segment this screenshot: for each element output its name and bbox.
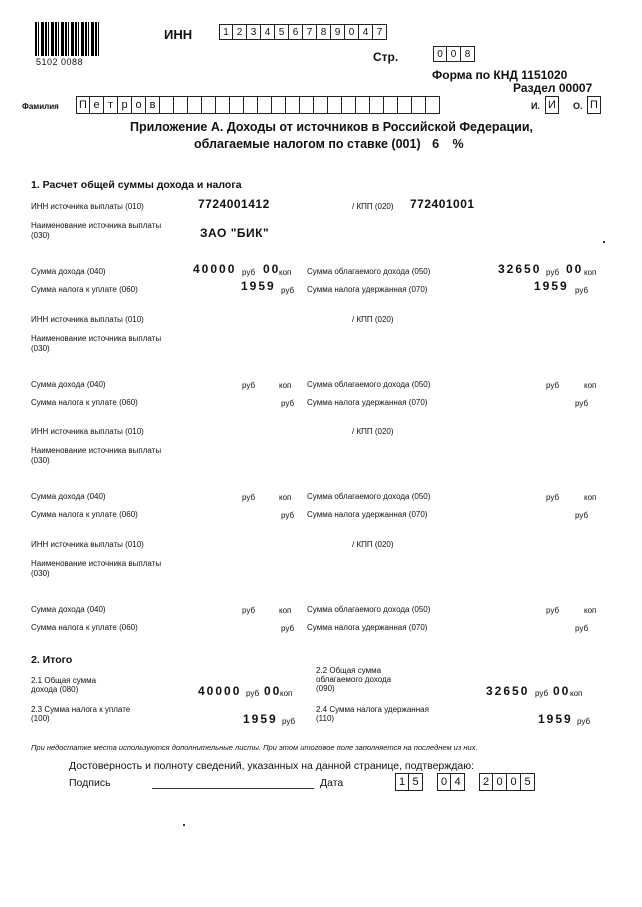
taxable-rub-unit: руб (546, 268, 560, 277)
surname-letter-cell: П (76, 96, 90, 114)
income-kop-value: 00 (263, 262, 281, 276)
tax-due-rub-unit: руб (281, 511, 295, 520)
page-label: Стр. (373, 50, 399, 64)
income-rub-unit: руб (242, 493, 256, 502)
total-taxable-label: 2.2 Общая сумма облагаемого дохода (090) (316, 666, 392, 693)
total-taxable-kop: 00 (553, 684, 571, 698)
date-month-cell: 4 (451, 773, 465, 791)
date-day-cell: 5 (409, 773, 423, 791)
total-taxable-rub-unit: руб (535, 689, 549, 698)
date-year-cell: 5 (521, 773, 535, 791)
taxable-label: Сумма облагаемого дохода (050) (307, 267, 431, 276)
total-tax-due-value: 1959 (243, 712, 278, 726)
initial-i-label: И. (531, 101, 540, 111)
source-name-label: Наименование источника выплаты (31, 334, 162, 343)
inn-value: 7724001412 (198, 197, 270, 211)
title-line2 (194, 137, 464, 151)
total-income-kop-unit: коп (280, 689, 293, 698)
income-rub-unit: руб (242, 268, 256, 277)
total-tax-due-label: 2.3 Сумма налога к уплате (100) (31, 705, 131, 723)
total-tax-due-unit: руб (282, 717, 296, 726)
taxable-rub-value: 32650 (498, 262, 542, 276)
section-code: Раздел 00007 (513, 81, 593, 95)
date-month-cell: 0 (437, 773, 451, 791)
surname-letter-cell: р (118, 96, 132, 114)
taxable-kop-unit: коп (584, 268, 597, 277)
taxable-rub-unit: руб (546, 381, 560, 390)
date-label: Дата (320, 777, 344, 789)
surname-letter-cell (370, 96, 384, 114)
inn-label: ИНН (164, 27, 193, 42)
total-tax-withheld-value: 1959 (538, 712, 573, 726)
surname-letter-cell (286, 96, 300, 114)
section1-heading: 1. Расчет общей суммы дохода и налога (31, 179, 242, 191)
surname-letter-cell (314, 96, 328, 114)
total-income-kop: 00 (264, 684, 282, 698)
inn-digit-cell: 9 (331, 24, 345, 40)
surname-letter-cell (412, 96, 426, 114)
inn-digit-cell: 7 (373, 24, 387, 40)
date-year-cell: 2 (479, 773, 493, 791)
page-digit-cell: 8 (461, 46, 475, 62)
surname-letter-cell (384, 96, 398, 114)
tax-due-label: Сумма налога к уплате (060) (31, 398, 138, 407)
taxable-kop-unit: коп (584, 606, 597, 615)
barcode (35, 22, 100, 56)
initial-o-value: П (587, 96, 601, 114)
inn-digit-cell: 7 (303, 24, 317, 40)
inn-digit-cell: 5 (275, 24, 289, 40)
taxable-label: Сумма облагаемого дохода (050) (307, 380, 431, 389)
inn-label: ИНН источника выплаты (010) (31, 202, 144, 211)
tax-due-rub-unit: руб (281, 624, 295, 633)
surname-letter-cell (426, 96, 440, 114)
income-rub-unit: руб (242, 381, 256, 390)
inn-digit-cell: 8 (317, 24, 331, 40)
surname-label: Фамилия (22, 102, 59, 111)
source-name-code: (030) (31, 456, 50, 465)
kpp-label: / КПП (020) (352, 427, 394, 436)
tax-withheld-rub-unit: руб (575, 511, 589, 520)
tax-withheld-rub-unit: руб (575, 286, 589, 295)
tax-due-value: 1959 (241, 279, 276, 293)
tax-withheld-rub-unit: руб (575, 624, 589, 633)
page-digit-cell: 0 (447, 46, 461, 62)
date-day-cell: 1 (395, 773, 409, 791)
total-income-rub-unit: руб (246, 689, 260, 698)
income-kop-unit: коп (279, 606, 292, 615)
initial-i-value: И (545, 96, 559, 114)
income-kop-unit: коп (279, 493, 292, 502)
scan-speck (183, 824, 185, 826)
form-code: Форма по КНД 1151020 (432, 68, 568, 82)
surname-letter-cell (258, 96, 272, 114)
tax-due-label: Сумма налога к уплате (060) (31, 285, 138, 294)
total-income-rub: 40000 (198, 684, 242, 698)
surname-letter-cell: в (146, 96, 160, 114)
surname-letter-cell (300, 96, 314, 114)
total-tax-withheld-unit: руб (577, 717, 591, 726)
surname-letter-cell: о (132, 96, 146, 114)
surname-letter-cell (244, 96, 258, 114)
total-tax-withheld-label: 2.4 Сумма налога удержанная (110) (316, 705, 429, 723)
tax-withheld-rub-unit: руб (575, 399, 589, 408)
tax-withheld-label: Сумма налога удержанная (070) (307, 510, 428, 519)
certification-text: Достоверность и полноту сведений, указанных на данной странице, подтверждаю: (69, 760, 475, 772)
surname-cells (76, 96, 440, 114)
date-month-cells (437, 773, 465, 791)
source-name-code: (030) (31, 231, 50, 240)
percent-sign: % (452, 137, 464, 151)
taxable-rub-unit: руб (546, 606, 560, 615)
taxable-kop-unit: коп (584, 381, 597, 390)
date-year-cells (479, 773, 535, 791)
surname-letter-cell (160, 96, 174, 114)
surname-letter-cell (202, 96, 216, 114)
total-taxable-rub: 32650 (486, 684, 530, 698)
inn-digit-cell: 1 (219, 24, 233, 40)
signature-line[interactable] (152, 788, 314, 789)
initial-i-cell (545, 96, 559, 114)
income-rub-unit: руб (242, 606, 256, 615)
inn-digit-cell: 4 (261, 24, 275, 40)
inn-digit-cell: 2 (233, 24, 247, 40)
section2-heading: 2. Итого (31, 654, 73, 666)
inn-digit-cell: 6 (289, 24, 303, 40)
total-taxable-kop-unit: коп (570, 689, 583, 698)
income-label: Сумма дохода (040) (31, 380, 106, 389)
inn-cells (219, 24, 387, 40)
kpp-label: / КПП (020) (352, 202, 394, 211)
tax-rate-value: 6 (432, 137, 440, 151)
inn-digit-cell: 3 (247, 24, 261, 40)
date-year-cell: 0 (507, 773, 521, 791)
inn-digit-cell: 0 (345, 24, 359, 40)
surname-letter-cell (328, 96, 342, 114)
initial-o-cell (587, 96, 601, 114)
initial-o-label: О. (573, 101, 583, 111)
source-name-label: Наименование источника выплаты (31, 221, 162, 230)
surname-letter-cell (356, 96, 370, 114)
tax-withheld-label: Сумма налога удержанная (070) (307, 285, 428, 294)
taxable-kop-unit: коп (584, 493, 597, 502)
kpp-value: 772401001 (410, 197, 475, 211)
inn-label: ИНН источника выплаты (010) (31, 427, 144, 436)
scan-speck (603, 241, 605, 243)
surname-letter-cell (188, 96, 202, 114)
total-income-label: 2.1 Общая сумма дохода (080) (31, 676, 97, 694)
income-label: Сумма дохода (040) (31, 267, 106, 276)
tax-due-label: Сумма налога к уплате (060) (31, 623, 138, 632)
date-day-cells (395, 773, 423, 791)
surname-letter-cell (216, 96, 230, 114)
inn-label: ИНН источника выплаты (010) (31, 315, 144, 324)
source-name-label: Наименование источника выплаты (31, 559, 162, 568)
tax-withheld-label: Сумма налога удержанная (070) (307, 398, 428, 407)
date-year-cell: 0 (493, 773, 507, 791)
signature-label: Подпись (69, 777, 111, 789)
taxable-label: Сумма облагаемого дохода (050) (307, 492, 431, 501)
kpp-label: / КПП (020) (352, 315, 394, 324)
surname-letter-cell (342, 96, 356, 114)
source-name-code: (030) (31, 569, 50, 578)
surname-letter-cell (174, 96, 188, 114)
income-kop-unit: коп (279, 381, 292, 390)
tax-withheld-label: Сумма налога удержанная (070) (307, 623, 428, 632)
source-name-value: ЗАО "БИК" (200, 226, 270, 240)
inn-label: ИНН источника выплаты (010) (31, 540, 144, 549)
income-kop-unit: коп (279, 268, 292, 277)
source-name-code: (030) (31, 344, 50, 353)
tax-due-rub-unit: руб (281, 286, 295, 295)
kpp-label: / КПП (020) (352, 540, 394, 549)
taxable-label: Сумма облагаемого дохода (050) (307, 605, 431, 614)
surname-letter-cell (272, 96, 286, 114)
income-label: Сумма дохода (040) (31, 605, 106, 614)
tax-due-rub-unit: руб (281, 399, 295, 408)
footnote: При недостатке места используются дополнительные листы. При этом итоговое поле заполняется на последнем из них. (31, 743, 478, 752)
taxable-kop-value: 00 (566, 262, 584, 276)
source-name-label: Наименование источника выплаты (31, 446, 162, 455)
surname-letter-cell: т (104, 96, 118, 114)
barcode-number: 5102 0088 (36, 57, 84, 67)
income-rub-value: 40000 (193, 262, 237, 276)
page-digit-cell: 0 (433, 46, 447, 62)
inn-digit-cell: 4 (359, 24, 373, 40)
taxable-rub-unit: руб (546, 493, 560, 502)
tax-withheld-value: 1959 (534, 279, 569, 293)
title-rate-prefix: облагаемые налогом по ставке (001) (194, 137, 421, 151)
title-line1: Приложение А. Доходы от источников в Российской Федерации, (130, 120, 534, 134)
surname-letter-cell (230, 96, 244, 114)
surname-letter-cell (398, 96, 412, 114)
tax-due-label: Сумма налога к уплате (060) (31, 510, 138, 519)
income-label: Сумма дохода (040) (31, 492, 106, 501)
page-number-cells (433, 46, 475, 62)
surname-letter-cell: е (90, 96, 104, 114)
